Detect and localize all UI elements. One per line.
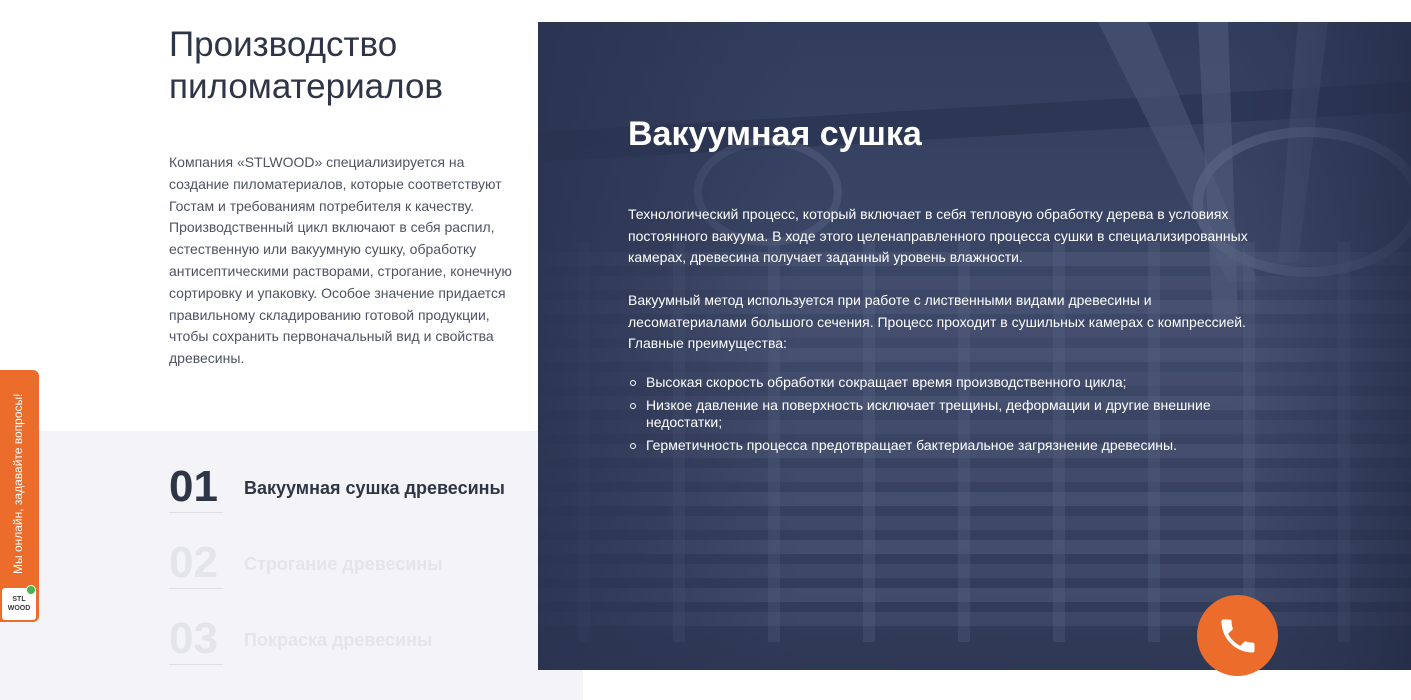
list-item	[628, 374, 1268, 392]
benefit-text: Высокая скорость обработки сокращает время производственного цикла;	[646, 374, 1127, 390]
bullet-icon	[630, 380, 636, 386]
intro-text: Компания «STLWOOD» специализируется на создание пиломатериалов, которые соответствуют Гостам и требованиям потребителя к качеству. Производственный цикл включают в себя распил, естественную или вакуумную сушку, обработку антисептическими растворами, строгание, конечную сортировку и упаковку. Особое значение придается правильному складированию готовой продукции, чтобы сохранить первоначальный вид и свойства древесины.	[169, 154, 512, 367]
online-status-icon	[26, 585, 36, 595]
detail-title: Вакуумная сушка	[628, 115, 922, 153]
list-item	[628, 437, 1268, 455]
page-title: Производство пиломатериалов	[169, 25, 444, 106]
detail-paragraph-2: Вакуумный метод используется при работе с лиственными видами древесины и лесоматериалами большого сечения. Процесс проходит в сушильных камерах с компрессией. Главные преимущества:	[628, 292, 1246, 351]
step-label: Строгание древесины	[244, 554, 443, 574]
step-item-01[interactable]	[169, 463, 569, 523]
detail-panel	[538, 22, 1411, 670]
call-button[interactable]	[1197, 595, 1278, 676]
step-number: 02	[169, 539, 223, 589]
step-number: 03	[169, 615, 223, 665]
detail-paragraph-1: Технологический процесс, который включает в себя тепловую обработку дерева в условиях постоянного вакуума. В ходе этого целенаправленного процесса сушки в специализированных камерах, древесина получает заданный уровень влажности.	[628, 206, 1248, 265]
phone-icon	[1216, 614, 1260, 658]
step-item-02[interactable]	[169, 539, 569, 599]
chat-tab[interactable]	[0, 370, 39, 622]
benefit-text: Низкое давление на поверхность исключает трещины, деформации и другие внешние недостатки;	[646, 396, 1211, 430]
step-number: 01	[169, 463, 223, 513]
step-item-03[interactable]	[169, 615, 569, 675]
logo-text: STL WOOD	[7, 596, 31, 612]
benefits-list	[628, 374, 1268, 459]
chat-tab-label: Мы онлайн, задавайте вопросы!	[11, 393, 25, 574]
step-label: Вакуумная сушка древесины	[244, 478, 505, 498]
benefit-text: Герметичность процесса предотвращает бактериальное загрязнение древесины.	[646, 436, 1177, 453]
steps-panel	[0, 431, 583, 700]
bullet-icon	[630, 403, 636, 409]
step-label: Покраска древесины	[244, 630, 433, 650]
bullet-icon	[630, 443, 636, 449]
list-item	[628, 397, 1268, 432]
